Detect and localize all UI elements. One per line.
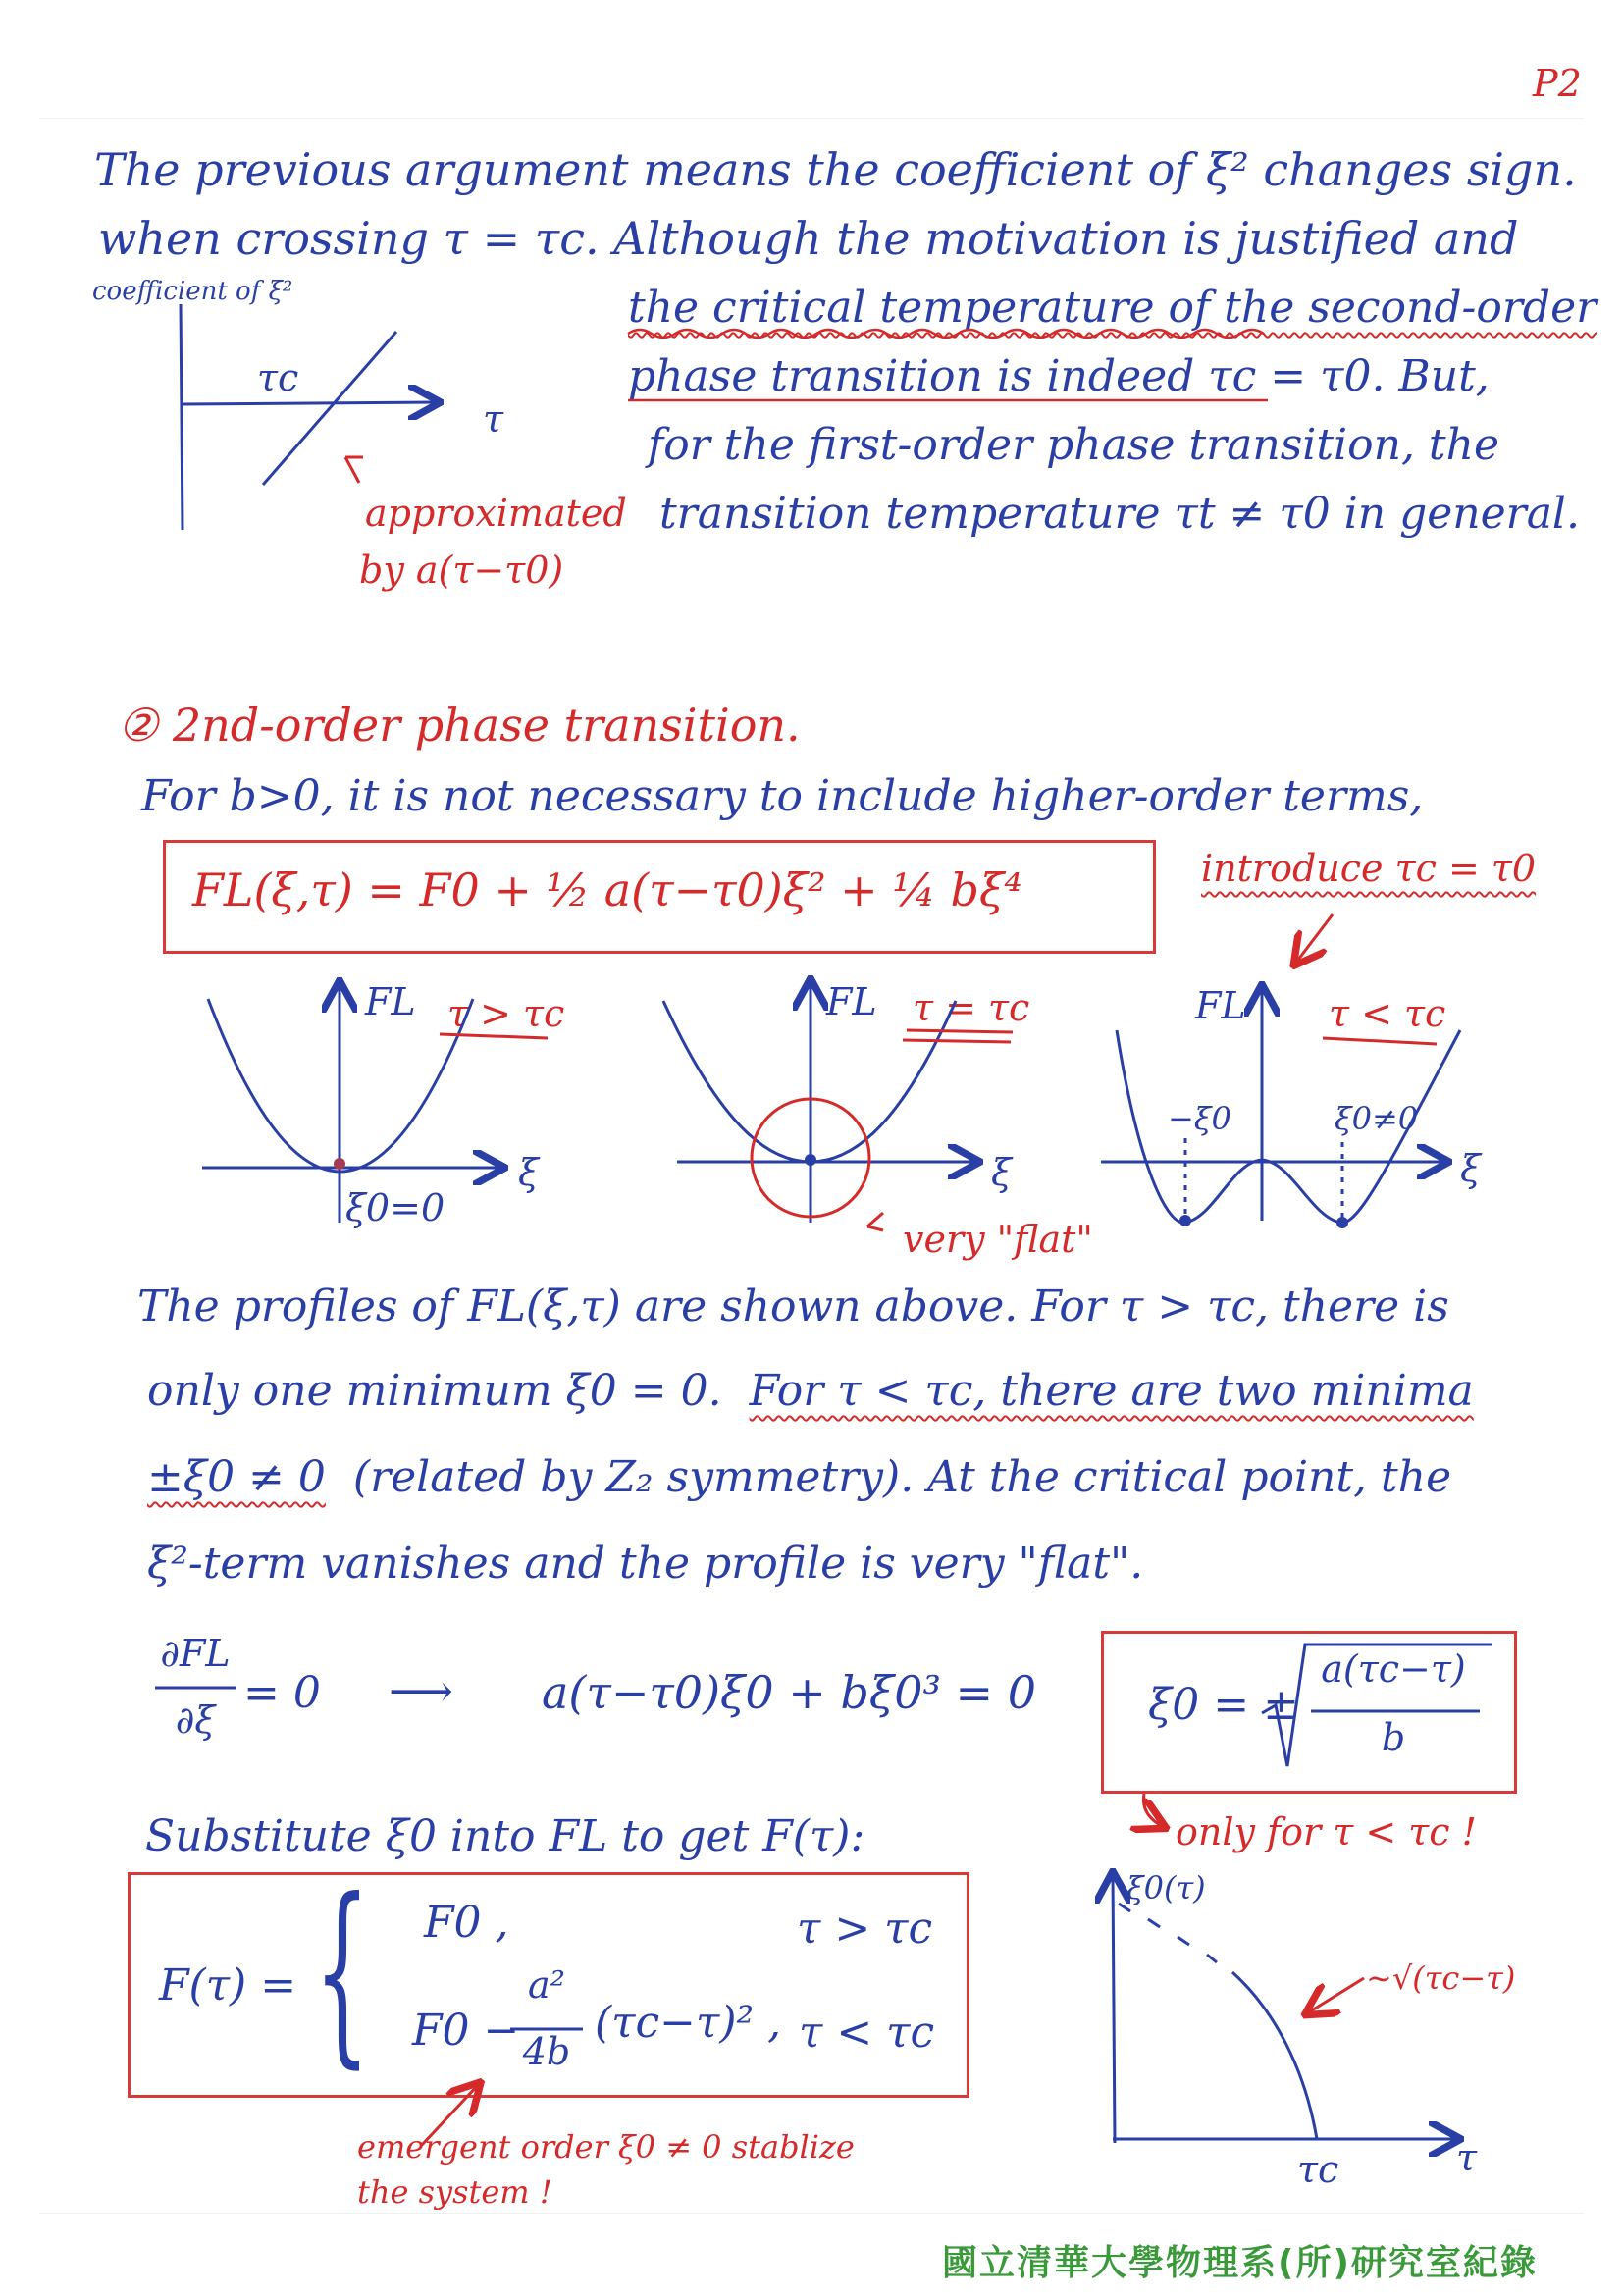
derivative-numerator: ∂FL: [160, 1632, 231, 1675]
emergent-arrow: [422, 2084, 479, 2145]
sketch1-note-2: by a(τ−τ0): [359, 548, 564, 592]
plot2-note: very "flat": [903, 1218, 1093, 1261]
coefficient-sketch: [181, 304, 438, 530]
plot1-condition: τ > τc: [447, 992, 565, 1035]
sketch1-xlabel: τ: [483, 397, 504, 441]
footer-label: 國立清華大學物理系(所)研究室紀錄: [942, 2243, 1538, 2283]
landau-formula: FL(ξ,τ) = F0 + ½ a(τ−τ0)ξ² + ¼ bξ⁴: [192, 863, 1022, 916]
order-parameter-graph: [1113, 1869, 1458, 2143]
sketch1-pointer: [345, 457, 363, 483]
sqrt-sign: [1262, 1644, 1492, 1766]
plot1: [202, 980, 502, 1223]
plot2-minimum-dot: [805, 1154, 816, 1166]
plot1-xlabel: ξ: [518, 1151, 539, 1194]
case2-tail: (τc−τ)² ,: [595, 1998, 782, 2048]
plot2-xlabel: ξ: [991, 1151, 1012, 1194]
case2-condition: τ < τc: [799, 2008, 935, 2058]
derivation-arrow: ⟶: [389, 1664, 453, 1717]
intro-line-6: transition temperature τt ≠ τ0 in general.: [659, 489, 1580, 539]
brace-icon: {: [314, 1857, 371, 2086]
case2-lead: F0 −: [412, 2006, 520, 2056]
plot3-ylabel: FL: [1195, 984, 1246, 1027]
profiles-line-2: only one minimum ξ0 = 0. For τ < τc, there are two minima: [147, 1366, 1474, 1416]
sketch1-tc: τc: [257, 356, 299, 399]
result-numerator: a(τc−τ): [1321, 1647, 1466, 1691]
free-energy-lhs: F(τ) =: [159, 1960, 297, 2010]
intro-line-4: phase transition is indeed τc = τ0. But,: [628, 351, 1490, 401]
profiles-line-1: The profiles of FL(ξ,τ) are shown above. For τ > τc, there is: [137, 1281, 1449, 1331]
section-heading: ② 2nd-order phase transition.: [118, 699, 801, 752]
plot3-left-dot: [1179, 1215, 1191, 1226]
result-lhs: ξ0 = ±: [1148, 1680, 1299, 1730]
plot2-pointer: [867, 1213, 883, 1230]
emergent-note-2: the system !: [357, 2173, 552, 2211]
graph-tc: τc: [1297, 2148, 1339, 2191]
graph-curve: [1232, 1972, 1317, 2139]
profiles-line-4: ξ²-term vanishes and the profile is very "flat".: [147, 1539, 1144, 1589]
sketch1-line: [263, 332, 396, 485]
sketch1-x-axis: [183, 402, 438, 404]
plot2-cond-underline-2: [903, 1040, 1011, 1042]
intro-line-2: when crossing τ = τc. Although the motivation is justified and: [98, 212, 1519, 265]
intro-line-3: the critical temperature of the second-order: [628, 283, 1597, 333]
plot2: [663, 981, 977, 1223]
plot2-condition: τ = τc: [913, 986, 1030, 1029]
plot3-right-min: ξ0≠0: [1335, 1100, 1419, 1137]
plot3-cond-underline: [1323, 1038, 1437, 1044]
case1-value: F0 ,: [424, 1898, 509, 1948]
graph-y-axis: [1113, 1874, 1115, 2143]
plot2-cond-underline-1: [907, 1030, 1013, 1032]
scaling-arrow: [1307, 1978, 1364, 2013]
plot3: [1101, 984, 1460, 1228]
plot3-condition: τ < τc: [1329, 992, 1446, 1035]
graph-dashed-segment: [1119, 1904, 1217, 1962]
case2-numerator: a²: [528, 1963, 565, 2007]
page-number: P2: [1533, 62, 1582, 105]
case2-denominator: 4b: [522, 2030, 571, 2073]
plot1-minimum: ξ0=0: [345, 1186, 445, 1229]
only-pointer: [1143, 1794, 1164, 1827]
intro-line-5: for the first-order phase transition, the: [648, 420, 1499, 470]
plot3-xlabel: ξ: [1460, 1147, 1481, 1190]
profiles-line-3: ±ξ0 ≠ 0 (related by Z₂ symmetry). At the critical point, the: [147, 1452, 1452, 1502]
section-sentence: For b>0, it is not necessary to include higher-order terms,: [141, 771, 1424, 821]
intro-line-1: The previous argument means the coefficient of ξ² changes sign.: [94, 143, 1577, 196]
substitute-text: Substitute ξ0 into FL to get F(τ):: [145, 1811, 865, 1861]
graph-scaling: ∼√(τc−τ): [1366, 1959, 1516, 1997]
introduce-arrow: [1295, 914, 1333, 964]
introduce-note: introduce τc = τ0: [1201, 847, 1537, 890]
plot1-minimum-dot: [334, 1158, 345, 1170]
plot3-curve: [1117, 1030, 1460, 1223]
sketch1-note-1: approximated: [365, 492, 627, 535]
sketch1-y-axis: [181, 304, 183, 530]
sketch1-ylabel: coefficient of ξ²: [92, 277, 293, 306]
emergent-note-1: emergent order ξ0 ≠ 0 stablize: [357, 2128, 855, 2166]
case1-condition: τ > τc: [797, 1904, 933, 1954]
plot3-right-dot: [1336, 1217, 1348, 1228]
plot2-ylabel: FL: [826, 980, 877, 1023]
derivation-rhs: a(τ−τ0)ξ0 + bξ0³ = 0: [542, 1666, 1036, 1719]
plot3-left-min: −ξ0: [1168, 1100, 1231, 1137]
intro-wavy-underline: [628, 330, 1264, 338]
derivative-denominator: ∂ξ: [175, 1698, 216, 1742]
plot1-ylabel: FL: [365, 980, 416, 1023]
only-note: only for τ < τc !: [1176, 1810, 1477, 1853]
graph-xlabel: τ: [1456, 2136, 1478, 2179]
graph-ylabel: ξ0(τ): [1126, 1869, 1206, 1906]
derivative-equals: = 0: [243, 1668, 321, 1718]
result-denominator: b: [1381, 1716, 1406, 1759]
